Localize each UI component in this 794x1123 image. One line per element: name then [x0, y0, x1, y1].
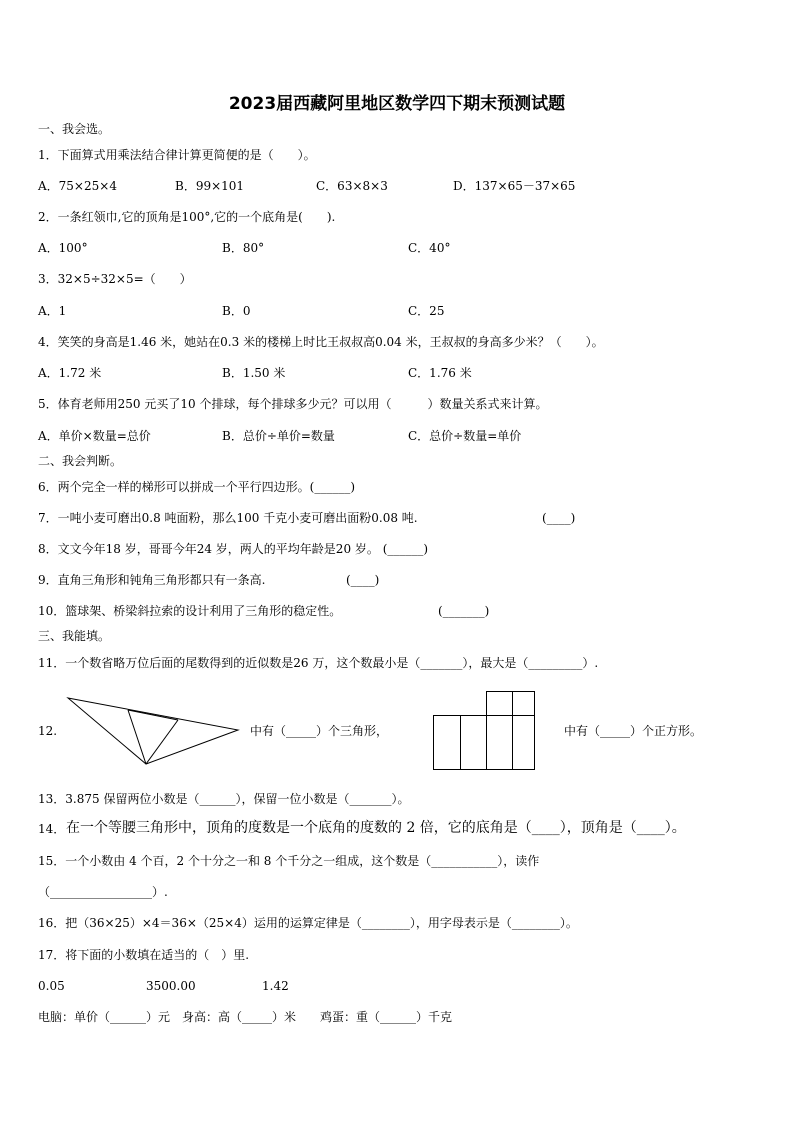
question-5-stem: 5．体育老师用250 元买了10 个排球，每个排球多少元？可以用（ ）数量关系式来计算。	[38, 397, 548, 411]
question-12-triangles-text: 中有（_____）个三角形，	[250, 724, 389, 738]
question-17-stem: 17．将下面的小数填在适当的（ ）里.	[38, 948, 250, 962]
question-4-option-b[interactable]: B．1.50 米	[222, 366, 286, 380]
decimal-2: 3500.00	[146, 979, 196, 993]
question-2-option-a[interactable]: A．100°	[38, 241, 88, 255]
page-title: 2023届西藏阿里地区数学四下期末预测试题	[228, 94, 566, 114]
question-5-option-b[interactable]: B．总价÷单价=数量	[222, 429, 335, 443]
question-13: 13．3.875 保留两位小数是（______），保留一位小数是（_______）。	[38, 792, 410, 806]
question-10-blank[interactable]: (_______)	[438, 604, 490, 618]
question-2-option-c[interactable]: C．40°	[408, 241, 451, 255]
question-17-fill-line: 电脑：单价（______）元 身高：高（_____）米 鸡蛋：重（______）千克	[38, 1010, 453, 1024]
question-1-option-b[interactable]: B．99×101	[175, 179, 245, 193]
question-3-option-a[interactable]: A．1	[38, 304, 67, 318]
question-4-stem: 4．笑笑的身高是1.46 米，她站在0.3 米的楼梯上时比王叔叔高0.04 米，王叔叔的身高多少米？（ ）。	[38, 335, 604, 349]
decimal-3: 1.42	[262, 979, 289, 993]
question-1-stem: 1．下面算式用乘法结合律计算更简便的是（ ）。	[38, 148, 316, 162]
question-4-option-a[interactable]: A．1.72 米	[38, 366, 102, 380]
question-15-line1: 15．一个小数由 4 个百，2 个十分之一和 8 个千分之一组成，这个数是（___________），读作	[38, 854, 540, 868]
question-3-option-c[interactable]: C．25	[408, 304, 445, 318]
question-15-line2: （_________________）.	[38, 885, 168, 899]
squares-figure	[432, 689, 538, 771]
question-6: 6．两个完全一样的梯形可以拼成一个平行四边形。(______)	[38, 480, 356, 494]
question-14-text: 在一个等腰三角形中，顶角的度数是一个底角的度数的 2 倍，它的底角是（____），顶角是（____）。	[66, 820, 686, 836]
question-9-blank[interactable]: (____)	[346, 573, 380, 587]
question-1-option-a[interactable]: A．75×25×4	[38, 179, 117, 193]
question-11: 11．一个数省略万位后面的尾数得到的近似数是26 万，这个数最小是（_______），最大是（_________）.	[38, 656, 599, 670]
section-heading-2: 二、我会判断。	[38, 454, 123, 468]
question-2-stem: 2．一条红领巾,它的顶角是100°,它的一个底角是( ).	[38, 210, 336, 224]
question-3-stem: 3．32×5÷32×5=（ ）	[38, 272, 192, 286]
question-2-option-b[interactable]: B．80°	[222, 241, 265, 255]
decimal-1: 0.05	[38, 979, 65, 993]
question-9-text: 9．直角三角形和钝角三角形都只有一条高.	[38, 573, 266, 587]
question-14-number: 14．	[38, 822, 66, 836]
question-8: 8．文文今年18 岁，哥哥今年24 岁，两人的平均年龄是20 岁。 (______)	[38, 542, 429, 556]
question-3-option-b[interactable]: B．0	[222, 304, 251, 318]
section-heading-3: 三、我能填。	[38, 629, 111, 643]
question-7-blank[interactable]: (____)	[542, 511, 576, 525]
question-12-squares-text: 中有（_____）个正方形。	[564, 724, 703, 738]
question-5-option-c[interactable]: C．总价÷数量=单价	[408, 429, 522, 443]
question-10-text: 10．篮球架、桥梁斜拉索的设计利用了三角形的稳定性。	[38, 604, 342, 618]
question-16: 16．把（36×25）×4＝36×（25×4）运用的运算定律是（________），用字母表示是（________）。	[38, 916, 578, 930]
triangle-figure	[66, 694, 240, 766]
question-7-text: 7．一吨小麦可磨出0.8 吨面粉，那么100 千克小麦可磨出面粉0.08 吨.	[38, 511, 418, 525]
question-4-option-c[interactable]: C．1.76 米	[408, 366, 472, 380]
question-12-number: 12.	[38, 724, 58, 738]
question-1-option-c[interactable]: C．63×8×3	[316, 179, 388, 193]
question-5-option-a[interactable]: A．单价×数量=总价	[38, 429, 151, 443]
question-1-option-d[interactable]: D．137×65－37×65	[453, 179, 576, 193]
section-heading-1: 一、我会选。	[38, 122, 111, 136]
